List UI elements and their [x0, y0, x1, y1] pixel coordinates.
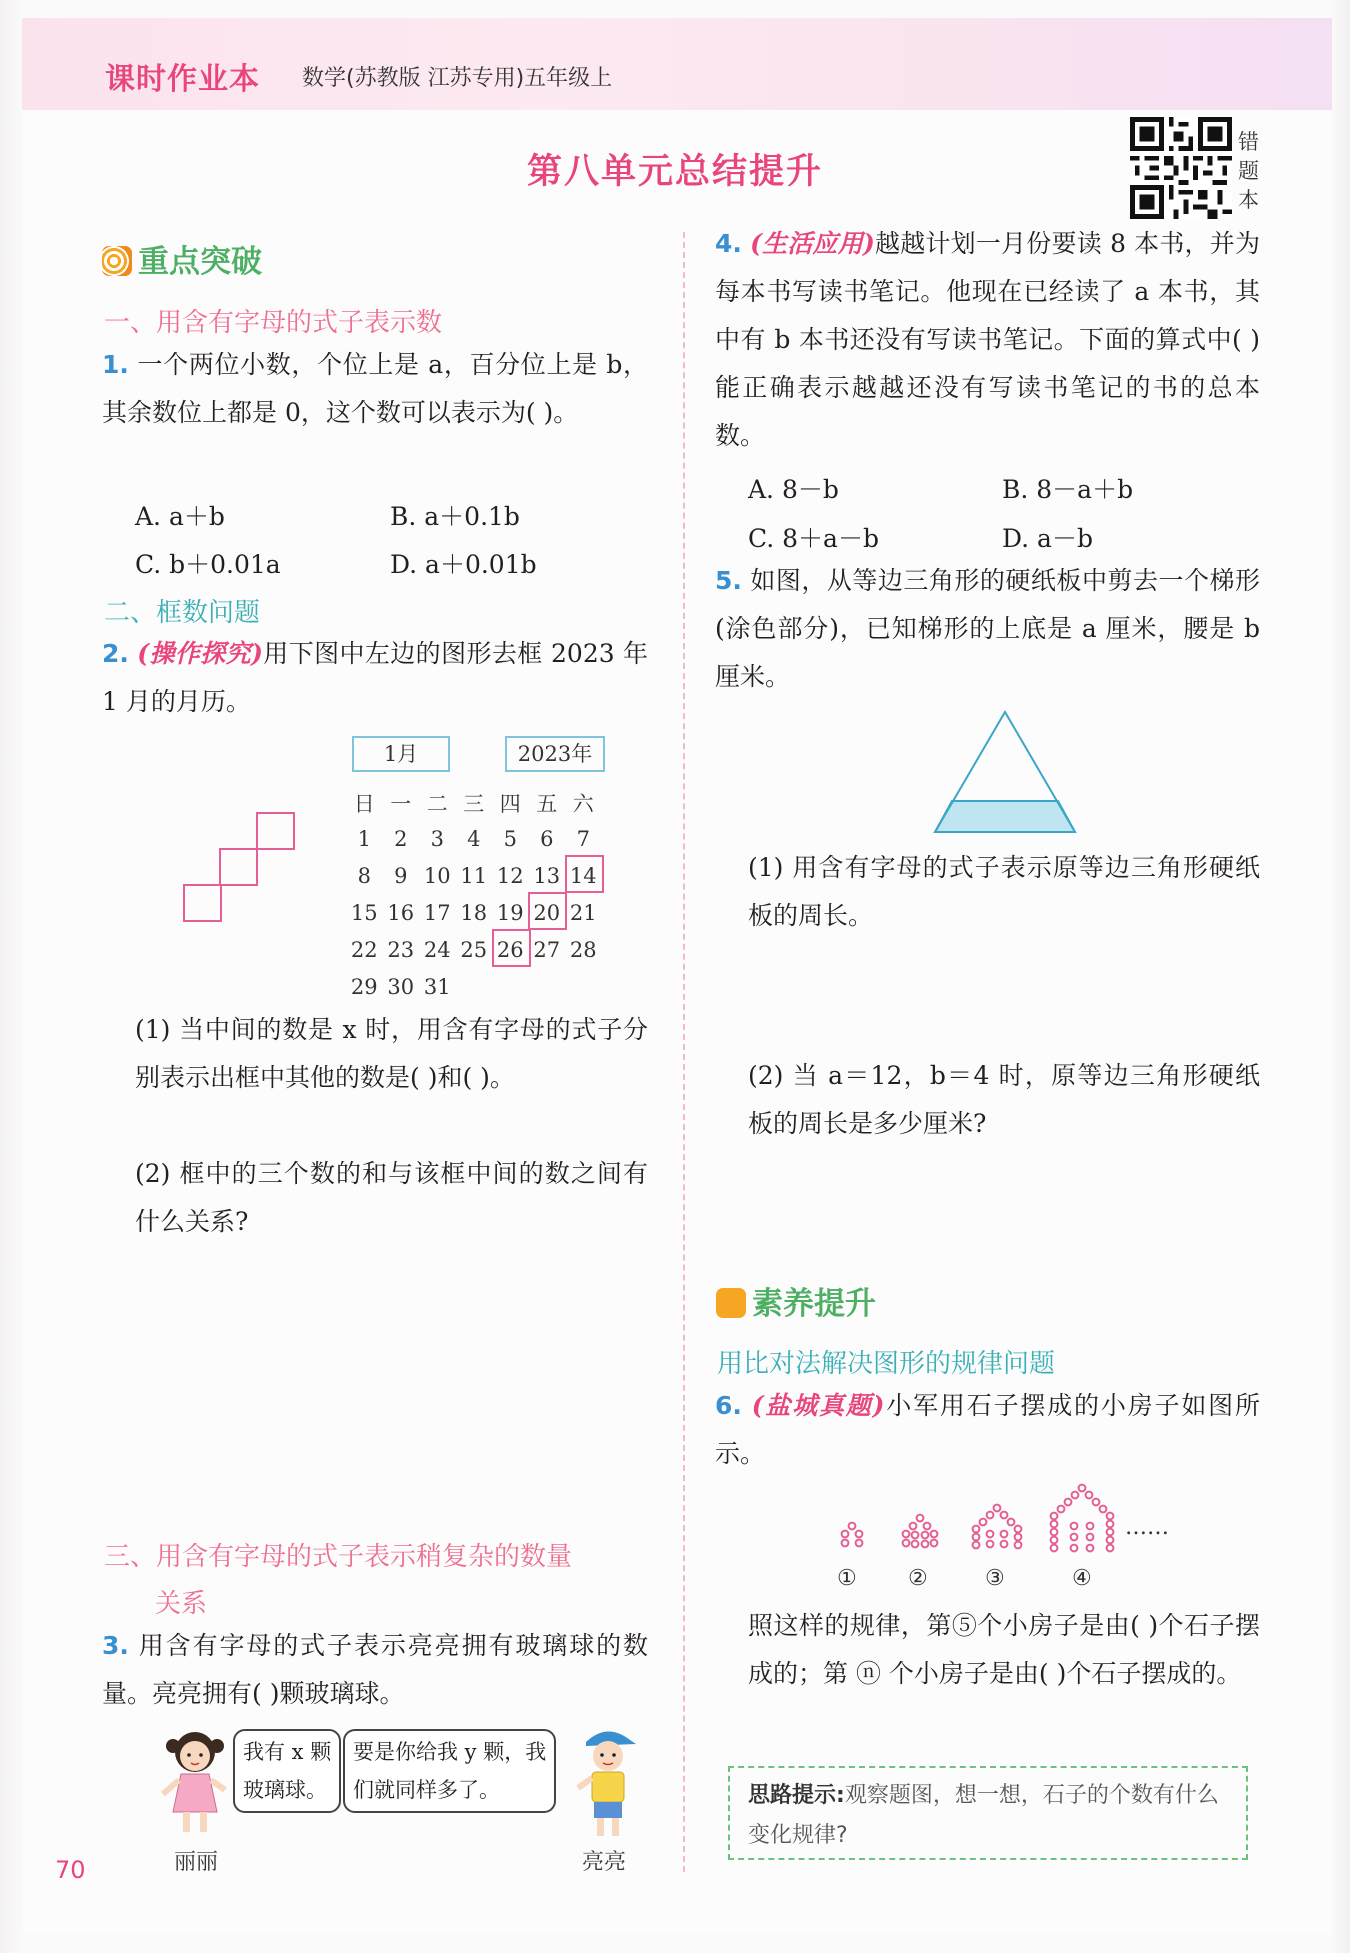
question-2-number: 2. — [102, 639, 129, 668]
question-6-text: 小军用石子摆成的小房子如图所示。 — [715, 1391, 1260, 1468]
question-2-part-2: (2) 框中的三个数的和与该框中间的数之间有什么关系? — [135, 1159, 648, 1236]
name-liangliang: 亮亮 — [582, 1850, 627, 1875]
hint-title: 思路提示: — [748, 1783, 845, 1808]
question-5-text: 如图，从等边三角形的硬纸板中剪去一个梯形(涂色部分)，已知梯形的上底是 a 厘米，腰是 b 厘米。 — [715, 566, 1260, 691]
page-number: 70 — [55, 1856, 86, 1884]
calendar-day: 11 — [460, 864, 488, 888]
speech-bubble-lili — [233, 1729, 341, 1813]
calendar-day: 18 — [460, 901, 488, 925]
column-divider — [683, 232, 685, 1872]
stair-frame-square — [183, 884, 222, 922]
house-label-1: ① — [837, 1566, 857, 1591]
subheading-pattern: 用比对法解决图形的规律问题 — [717, 1349, 1056, 1379]
target-icon — [102, 246, 132, 276]
question-2-tag: (操作探究) — [137, 639, 263, 668]
weekday: 二 — [426, 792, 448, 816]
calendar-day: 8 — [357, 864, 371, 888]
bubble-liangliang-line: 们就同样多了。 — [353, 1778, 500, 1802]
calendar-day: 28 — [569, 938, 597, 962]
question-4-number: 4. — [715, 229, 742, 258]
series-title: 数学(苏教版 江苏专用)五年级上 — [302, 66, 613, 91]
q1-option-b[interactable]: B. a＋0.1b — [390, 502, 520, 531]
speech-bubble-liangliang — [343, 1729, 556, 1813]
section-literacy-label: 素养提升 — [752, 1286, 876, 1322]
brand-title: 课时作业本 — [105, 62, 260, 97]
calendar-day: 2 — [394, 827, 408, 851]
q1-option-d[interactable]: D. a＋0.01b — [390, 550, 537, 579]
subheading-2: 二、框数问题 — [104, 598, 261, 628]
unit-title: 第八单元总结提升 — [526, 152, 823, 192]
calendar-frame-14 — [565, 855, 604, 893]
calendar-day: 6 — [540, 827, 554, 851]
bubble-lili-line: 玻璃球。 — [243, 1778, 327, 1802]
calendar-weekday-row — [346, 788, 602, 818]
calendar-frame-26 — [492, 929, 531, 967]
triangle-trapezoid-figure — [930, 708, 1080, 838]
question-1-number: 1. — [102, 350, 129, 379]
question-2 — [102, 630, 648, 726]
question-5-part-2: (2) 当 a＝12，b＝4 时，原等边三角形硬纸板的周长是多少厘米? — [748, 1061, 1260, 1138]
section-key-points-label: 重点突破 — [138, 244, 262, 280]
calendar-day: 26 — [496, 938, 524, 962]
question-3-number: 3. — [102, 1631, 129, 1660]
calendar-day: 9 — [394, 864, 408, 888]
stone-houses-figure — [830, 1482, 1130, 1560]
calendar-day: 13 — [533, 864, 561, 888]
calendar-day: 4 — [467, 827, 481, 851]
hint-box — [728, 1766, 1248, 1860]
question-5 — [715, 557, 1260, 701]
q4-option-b[interactable]: B. 8－a＋b — [1002, 475, 1134, 504]
subheading-1: 一、用含有字母的式子表示数 — [104, 308, 443, 338]
calendar-day: 16 — [387, 901, 415, 925]
calendar-day: 30 — [387, 975, 415, 999]
q1-option-c[interactable]: C. b＋0.01a — [135, 550, 281, 579]
calendar-day: 22 — [350, 938, 378, 962]
calendar-day: 15 — [350, 901, 378, 925]
houses-ellipsis: …… — [1125, 1515, 1169, 1540]
stair-frame-square — [219, 848, 258, 886]
calendar-day: 27 — [533, 938, 561, 962]
section-key-points — [102, 236, 262, 281]
question-4 — [715, 220, 1260, 460]
q1-option-a[interactable]: A. a＋b — [135, 502, 225, 531]
calendar-day: 7 — [576, 827, 590, 851]
q4-option-c[interactable]: C. 8＋a－b — [748, 524, 879, 553]
calendar-day: 21 — [569, 901, 597, 925]
calendar-day: 1 — [357, 827, 371, 851]
calendar-day: 25 — [460, 938, 488, 962]
question-6-number: 6. — [715, 1391, 742, 1420]
question-2-part-1: (1) 当中间的数是 x 时，用含有字母的式子分别表示出框中其他的数是( )和( )。 — [135, 1015, 648, 1092]
calendar-week-row — [346, 975, 456, 999]
house-label-2: ② — [908, 1566, 928, 1591]
subheading-3: 三、用含有字母的式子表示稍复杂的数量 — [104, 1542, 573, 1572]
calendar-day: 23 — [387, 938, 415, 962]
calendar-year-box: 2023年 — [505, 736, 605, 772]
calendar-day: 29 — [350, 975, 378, 999]
calendar-day: 14 — [569, 864, 597, 888]
weekday: 四 — [499, 792, 521, 816]
house-label-4: ④ — [1072, 1566, 1092, 1591]
calendar-month-box: 1月 — [352, 736, 450, 772]
weekday: 五 — [536, 792, 558, 816]
q4-option-a[interactable]: A. 8－b — [748, 475, 839, 504]
question-1-text: 一个两位小数，个位上是 a，百分位上是 b，其余数位上都是 0，这个数可以表示为( )。 — [102, 350, 648, 427]
house-label-3: ③ — [985, 1566, 1005, 1591]
calendar-day: 19 — [496, 901, 524, 925]
question-6-part: 照这样的规律，第⑤个小房子是由( )个石子摆成的；第 ⓝ 个小房子是由( )个石子摆成的。 — [748, 1611, 1260, 1688]
calendar-day: 12 — [496, 864, 524, 888]
calendar-day: 5 — [503, 827, 517, 851]
calendar-day: 24 — [423, 938, 451, 962]
calendar-day: 20 — [533, 901, 561, 925]
boy-liangliang-illustration — [572, 1722, 642, 1844]
calendar-day: 31 — [423, 975, 451, 999]
question-6 — [715, 1382, 1260, 1478]
hint-text: 观察题图，想一想，石子的个数有什么变化规律? — [748, 1783, 1219, 1848]
question-4-text: 越越计划一月份要读 8 本书，并为每本书写读书笔记。他现在已经读了 a 本书，其中有 b 本书还没有写读书笔记。下面的算式中( )能正确表示越越还没有写读书笔记的书的总本数。 — [715, 229, 1260, 450]
subheading-3-cont: 关系 — [155, 1589, 208, 1619]
weekday: 三 — [463, 792, 485, 816]
qr-label: 错题本 — [1238, 130, 1259, 212]
calendar-frame-20 — [528, 892, 567, 930]
calendar-day: 17 — [423, 901, 451, 925]
question-3 — [102, 1622, 648, 1718]
flame-icon — [716, 1288, 746, 1318]
question-2-text: 用下图中左边的图形去框 2023 年 1 月的月历。 — [102, 639, 648, 716]
calendar-week-row — [346, 938, 602, 962]
name-lili: 丽丽 — [174, 1850, 219, 1875]
question-1 — [102, 341, 648, 437]
question-6-tag: (盐城真题) — [751, 1391, 885, 1420]
stair-frame-square — [256, 812, 295, 850]
bubble-liangliang-line: 要是你给我 y 颗，我 — [353, 1740, 547, 1764]
weekday: 一 — [390, 792, 412, 816]
q4-option-d[interactable]: D. a－b — [1002, 524, 1093, 553]
question-5-part-1: (1) 用含有字母的式子表示原等边三角形硬纸板的周长。 — [748, 853, 1260, 930]
calendar-week-row — [346, 864, 602, 888]
question-5-number: 5. — [715, 566, 742, 595]
section-literacy — [716, 1278, 876, 1323]
weekday: 日 — [353, 792, 375, 816]
weekday: 六 — [572, 792, 594, 816]
calendar-week-row — [346, 827, 602, 851]
girl-lili-illustration — [155, 1724, 235, 1844]
bubble-lili-line: 我有 x 颗 — [243, 1740, 332, 1764]
qr-code-icon[interactable] — [1130, 117, 1232, 219]
calendar-day: 10 — [423, 864, 451, 888]
calendar-day: 3 — [430, 827, 444, 851]
question-4-tag: (生活应用) — [750, 229, 875, 258]
question-3-text: 用含有字母的式子表示亮亮拥有玻璃球的数量。亮亮拥有( )颗玻璃球。 — [102, 1631, 648, 1708]
